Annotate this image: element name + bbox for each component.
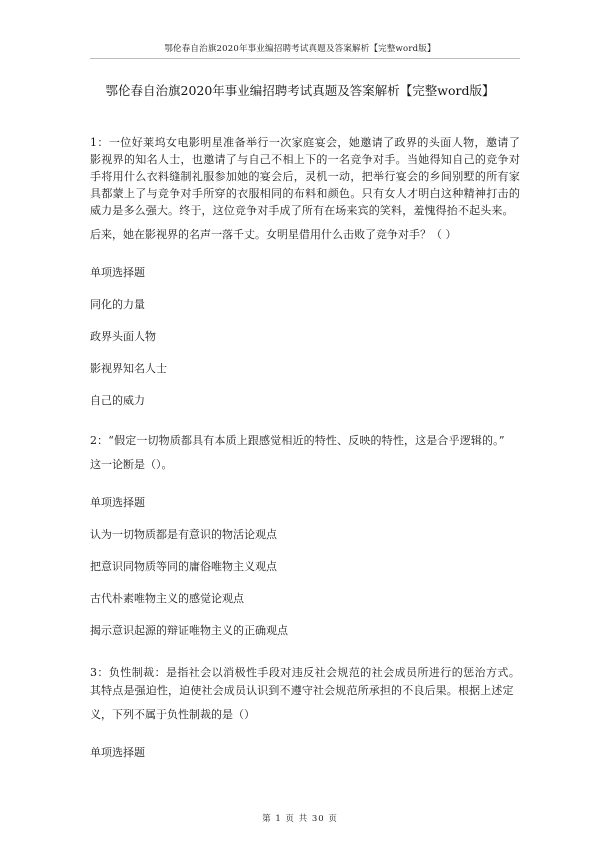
question-1-option-a[interactable]: 同化的力量 xyxy=(90,298,145,311)
header-divider xyxy=(90,58,520,59)
question-2-option-c[interactable]: 古代朴素唯物主义的感觉论观点 xyxy=(90,592,244,605)
page-number: 第 1 页 共 30 页 xyxy=(262,814,338,824)
question-2-option-d[interactable]: 揭示意识起源的辩证唯物主义的正确观点 xyxy=(90,624,288,637)
question-2-option-b[interactable]: 把意识同物质等同的庸俗唯物主义观点 xyxy=(90,560,277,573)
question-2 xyxy=(90,432,520,639)
question-3-type: 单项选择题 xyxy=(90,746,145,759)
question-2-type: 单项选择题 xyxy=(90,496,145,509)
question-2-option-a[interactable]: 认为一切物质都是有意识的物活论观点 xyxy=(90,528,277,541)
question-3-text: 3：负性制裁：是指社会以消极性手段对违反社会规范的社会成员所进行的惩治方式。其特点是强迫性，迫使社会成员认识到不遵守社会规范所承担的不良后果。根据上述定 xyxy=(90,666,520,697)
question-1-type: 单项选择题 xyxy=(90,266,145,279)
question-1-text: 1：一位好莱坞女电影明星准备举行一次家庭宴会，她邀请了政界的头面人物，邀请了影视界的知名人士，也邀请了与自己不相上下的一名竞争对手。当她得知自己的竞争对手将用什么衣料缝制礼服参加她的宴会后，灵机一动，把举行宴会的乡间别墅的所有家具都蒙上了与竞争对手所穿的衣服相同的布料和颜色。只有女人才明白这种精神打击的威力是多么强大。终于，这位竞争对手成了所有在场来宾的笑料，羞愧得抬不起头来。 xyxy=(90,136,520,217)
question-3-prompt: 义，下列不属于负性制裁的是（） xyxy=(90,708,255,721)
running-header: 鄂伦春自治旗2020年事业编招聘考试真题及答案解析【完整word版】 xyxy=(164,44,436,54)
question-1-prompt: 后来，她在影视界的名声一落千丈。女明星借用什么击败了竞争对手？（ ） xyxy=(90,228,457,241)
question-2-text: 2：“假定一切物质都具有本质上跟感觉相近的特性、反映的特性，这是合乎逻辑的。” xyxy=(90,434,505,447)
question-1 xyxy=(90,134,520,409)
question-3 xyxy=(90,664,520,761)
question-1-option-b[interactable]: 政界头面人物 xyxy=(90,330,156,343)
question-2-prompt: 这一论断是（）。 xyxy=(90,458,173,471)
document-title: 鄂伦春自治旗2020年事业编招聘考试真题及答案解析【完整word版】 xyxy=(105,83,495,98)
question-1-option-d[interactable]: 自己的威力 xyxy=(90,394,145,407)
question-1-option-c[interactable]: 影视界知名人士 xyxy=(90,362,167,375)
